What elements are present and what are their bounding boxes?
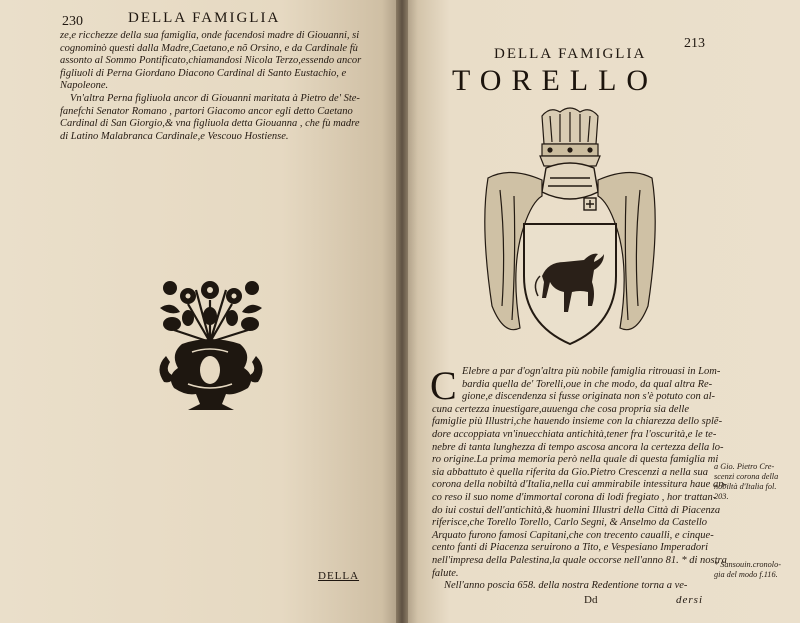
left-page-number: 230 — [62, 14, 83, 29]
floral-vase-ornament-icon — [152, 272, 270, 418]
right-line: dore accoppiata vn'inuecchiata antichità,tener fra l'oscurità,e le te- — [432, 428, 717, 440]
left-line: cognominò questi dalla Madre,Caetano,e nõ Orsino, e da Cardinale fù — [60, 42, 358, 54]
right-line: falute. — [432, 567, 459, 579]
right-line: nebre di tanta lunghezza di tempo ascosa ancora la certezza della lo- — [432, 441, 724, 453]
right-catchword: dersi — [676, 594, 703, 606]
right-line: cuna certezza inuestigare,auuenga che cosa propria sia delle — [432, 403, 690, 415]
right-line: co reso il suo nome d'immortal corona di lodi fregiato , hor trattan- — [432, 491, 717, 503]
marginal-note-crescenzi — [714, 462, 778, 502]
right-line: gione,e discendenza si fusse originata non s'è potuto con al- — [462, 391, 716, 403]
left-running-head: DELLA FAMIGLIA — [128, 10, 281, 26]
left-line: Napoleone. — [60, 80, 109, 92]
left-line: di Latino Malabranca Cardinale,e Vescouo Hostiense. — [60, 130, 289, 142]
right-body-text — [430, 363, 727, 593]
right-page-number: 213 — [684, 36, 705, 51]
marginal-line: a Gio. Pietro Cre- — [714, 462, 775, 471]
marginal-line: nobiltà d'Italia fol. — [714, 482, 777, 491]
left-line: ze,e ricchezze della sua famiglia, onde facendosi madre di Giouanni, si — [60, 30, 360, 41]
right-line: Nell'anno poscia 658. della nostra Redentione torna a ve- — [444, 580, 688, 592]
left-catchword: DELLA — [318, 570, 360, 582]
right-line: nell'impresa della Palestina,la quale occorse nell'anno 81. * di nostra — [432, 554, 727, 566]
book-gutter — [396, 0, 408, 623]
right-line: famiglie più Illustri,che hauendo insieme con la chiarezza dello splẽ- — [432, 416, 723, 428]
marginal-note-sansouin — [714, 560, 781, 580]
right-line: corona della nobiltà d'Italia,nella cui ammirabile intessitura haue an- — [432, 479, 727, 491]
right-line: ro origine.La prima memoria però nella quale di questa famiglia mi — [432, 454, 719, 466]
right-line: riferisce,che Torello Torello, Carlo Segni, & Anselmo da Castello — [432, 517, 708, 529]
left-line: fanefchi Senator Romano , partori Giacomo ancor egli detto Caetano — [60, 105, 353, 117]
left-line: Vn'altra Perna figliuola ancor di Giouanni maritata à Pietro de' Ste- — [70, 92, 360, 104]
marginal-line: gia del modo f.116. — [714, 570, 778, 579]
family-title: TORELLO — [452, 64, 659, 97]
left-line: Cardinal di San Giorgio,& vna figliuola detta Giouanna , che fù madre — [60, 118, 360, 130]
marginal-line: * Sansouin.cronolo- — [714, 560, 781, 569]
right-line: bardia quella de' Torelli,oue in che modo, da qual altra Re- — [462, 378, 713, 390]
right-line: Elebre a par d'ogn'altra più nobile famiglia ritrouasi in Lom- — [462, 366, 721, 377]
right-line: sia abbattuto è quella riferita da Gio.Pietro Crescenzi a nella sua — [432, 466, 708, 478]
left-body-text — [60, 30, 361, 143]
torello-coat-of-arms-icon — [480, 106, 660, 356]
right-line: do iui costui dell'antichità,& huomini Illustri della Città di Piacenza — [432, 504, 721, 516]
signature-mark: Dd — [584, 594, 598, 606]
right-line: cento fanti di Piacenza seruirono a Tito, e Vespesiano Imperadori — [432, 542, 709, 554]
marginal-line: scenzi corona della — [714, 472, 779, 481]
right-running-head: DELLA FAMIGLIA — [494, 46, 647, 62]
drop-cap: C — [430, 363, 457, 408]
right-line: Arquato furono famosi Capitani,che con trecento caualli, e cinque- — [432, 529, 714, 541]
left-line: assonto al Sommo Pontificato,chiamandosi Nicola Terzo,essendo ancor — [60, 55, 362, 67]
left-line: figliuoli di Perna Giordano Diacono Cardinal di Santo Eustachio, e — [60, 67, 347, 79]
marginal-line: 203. — [714, 492, 729, 501]
